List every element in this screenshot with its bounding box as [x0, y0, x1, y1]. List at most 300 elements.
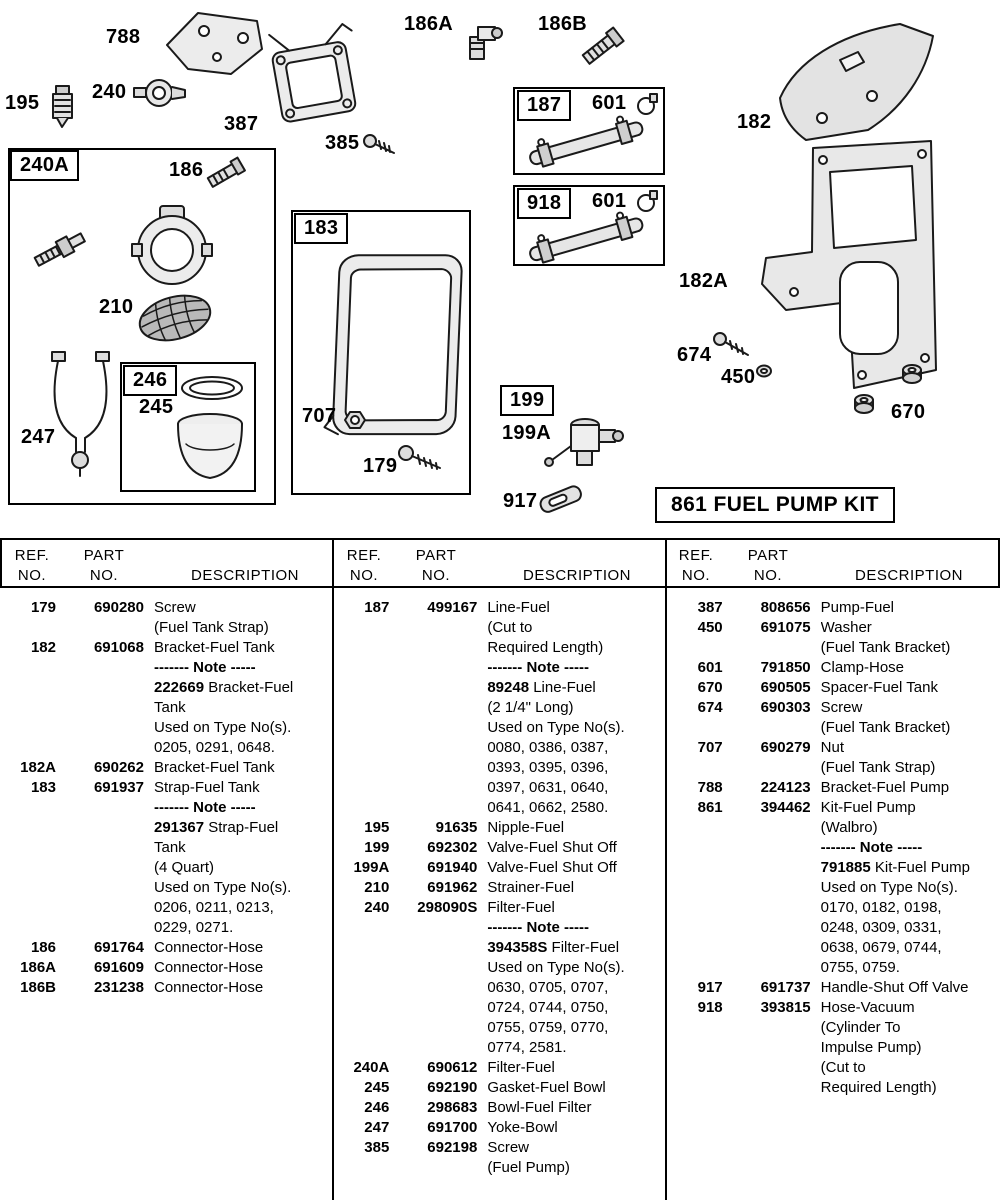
- cell-description: 0755, 0759.: [820, 959, 900, 976]
- part-row-continuation: [333, 978, 666, 998]
- cell-description: Kit-Fuel Pump: [820, 799, 916, 816]
- callout-182: 182: [737, 111, 772, 133]
- cell-description: 0774, 2581.: [487, 1039, 567, 1056]
- part-row: [333, 1118, 666, 1138]
- header-ref: REF.: [678, 547, 714, 564]
- callout-240: 240: [92, 81, 127, 103]
- cell-ref-no: 182: [30, 639, 56, 656]
- cell-ref-no: [671, 858, 723, 878]
- part-row-continuation: [0, 618, 333, 638]
- cell-part-no: [60, 798, 144, 818]
- fuel-pump-kit-label: 861 FUEL PUMP KIT: [655, 487, 895, 523]
- part-row: [667, 598, 1000, 618]
- part-handle-shut-off-valve-917: [538, 484, 583, 514]
- callout-186A: 186A: [404, 13, 454, 35]
- cell-ref-no: [4, 798, 56, 818]
- cell-ref-no: [337, 958, 389, 978]
- cell-description: 0397, 0631, 0640,: [487, 779, 609, 796]
- cell-part-no: 691764: [93, 939, 144, 956]
- cell-description: Nipple-Fuel: [487, 819, 565, 836]
- part-row: [667, 738, 1000, 758]
- part-row-continuation: [333, 1038, 666, 1058]
- cell-ref-no: [671, 898, 723, 918]
- cell-part-no: 691937: [93, 779, 144, 796]
- cell-ref-no: 182A: [20, 759, 56, 776]
- callout-387: 387: [224, 113, 259, 135]
- header-part-no: NO.: [421, 567, 451, 584]
- cell-description: (Fuel Tank Bracket): [820, 639, 951, 656]
- cell-part-no: [393, 978, 477, 998]
- callout-199A: 199A: [502, 422, 552, 444]
- callout-601-lower: 601: [592, 190, 627, 212]
- cell-part-no: [393, 718, 477, 738]
- cell-part-no: [393, 998, 477, 1018]
- cell-description: Handle-Shut Off Valve: [820, 979, 969, 996]
- cell-part-no: [393, 678, 477, 698]
- cell-ref-no: 240: [364, 899, 390, 916]
- part-row-continuation: [333, 698, 666, 718]
- part-washer-450: [757, 366, 771, 377]
- cell-ref-no: [671, 1058, 723, 1078]
- part-row: [333, 898, 666, 918]
- cell-part-no: 691068: [93, 639, 144, 656]
- part-row-continuation: [0, 718, 333, 738]
- cell-ref-no: 210: [364, 879, 390, 896]
- cell-ref-no: [4, 738, 56, 758]
- part-row: [667, 978, 1000, 998]
- part-row-continuation: [667, 958, 1000, 978]
- part-row-continuation: [333, 678, 666, 698]
- callout-245: 245: [139, 396, 174, 418]
- cell-part-no: 691962: [427, 879, 478, 896]
- cell-part-no: [393, 658, 477, 678]
- header-ref: REF.: [346, 547, 382, 564]
- cell-description: ------- Note -----: [154, 799, 256, 816]
- part-row-continuation: [333, 918, 666, 938]
- cell-part-no: [60, 658, 144, 678]
- cell-ref-no: [337, 1158, 389, 1178]
- cell-description: 0229, 0271.: [154, 919, 234, 936]
- part-row: [0, 638, 333, 658]
- part-row-continuation: [667, 638, 1000, 658]
- part-row: [0, 938, 333, 958]
- cell-ref-no: 450: [697, 619, 723, 636]
- part-row-continuation: [0, 918, 333, 938]
- cell-ref-no: [4, 918, 56, 938]
- cell-ref-no: 385: [364, 1139, 390, 1156]
- cell-ref-no: [671, 1018, 723, 1038]
- table-header: [0, 540, 1000, 588]
- cell-description: Impulse Pump): [820, 1039, 922, 1056]
- cell-part-no: [727, 758, 811, 778]
- cell-description: 0205, 0291, 0648.: [154, 739, 275, 756]
- cell-description: 0080, 0386, 0387,: [487, 739, 609, 756]
- cell-part-no: [393, 1018, 477, 1038]
- cell-part-no: [393, 1038, 477, 1058]
- cell-description: Connector-Hose: [154, 959, 264, 976]
- cell-ref-no: [671, 1078, 723, 1098]
- cell-ref-no: 674: [697, 699, 723, 716]
- cell-part-no: [393, 938, 477, 958]
- header-part-no: NO.: [89, 567, 119, 584]
- header-description: DESCRIPTION: [522, 567, 631, 584]
- cell-description: (Cylinder To: [820, 1019, 901, 1036]
- cell-description: Used on Type No(s).: [154, 879, 292, 896]
- cell-description: 0170, 0182, 0198,: [820, 899, 942, 916]
- header-description: DESCRIPTION: [854, 567, 963, 584]
- cell-description: Bracket-Fuel Tank: [154, 639, 275, 656]
- part-bracket-fuel-tank-182A: [762, 141, 936, 388]
- part-screw-fuel-pump-385: [364, 135, 394, 153]
- cell-description: Required Length): [820, 1079, 937, 1096]
- cell-ref-no: [337, 778, 389, 798]
- header-part: PART: [747, 547, 789, 564]
- part-row-continuation: [333, 778, 666, 798]
- column-divider-1: [332, 540, 334, 1200]
- part-row: [333, 1138, 666, 1158]
- part-row-continuation: [0, 798, 333, 818]
- group-box-183: [291, 210, 471, 495]
- cell-ref-no: [337, 1038, 389, 1058]
- cell-description: 0724, 0744, 0750,: [487, 999, 609, 1016]
- part-row-continuation: [0, 738, 333, 758]
- header-ref-no: NO.: [17, 567, 47, 584]
- part-row: [333, 1078, 666, 1098]
- cell-part-no: [60, 678, 144, 698]
- cell-part-no: [393, 798, 477, 818]
- part-row-continuation: [333, 638, 666, 658]
- cell-description: Spacer-Fuel Tank: [820, 679, 938, 696]
- part-row-continuation: [333, 958, 666, 978]
- table-column-1: [0, 588, 333, 1178]
- column-divider-2: [665, 540, 667, 1200]
- cell-ref-no: [4, 678, 56, 698]
- cell-part-no: [727, 918, 811, 938]
- callout-246: 246: [123, 365, 177, 396]
- cell-description: Line-Fuel: [487, 599, 550, 616]
- cell-part-no: [727, 958, 811, 978]
- cell-description: Strainer-Fuel: [487, 879, 575, 896]
- callout-918: 918: [517, 188, 571, 219]
- part-row: [333, 1058, 666, 1078]
- cell-part-no: [60, 618, 144, 638]
- part-row: [0, 958, 333, 978]
- cell-part-no: [727, 1038, 811, 1058]
- cell-description: (Fuel Tank Strap): [154, 619, 269, 636]
- cell-part-no: [393, 638, 477, 658]
- part-row-continuation: [667, 898, 1000, 918]
- cell-part-no: 692302: [427, 839, 478, 856]
- cell-description: Used on Type No(s).: [487, 719, 625, 736]
- cell-description: 791885 Kit-Fuel Pump: [820, 859, 970, 876]
- part-row-continuation: [667, 758, 1000, 778]
- cell-part-no: 298683: [427, 1099, 478, 1116]
- part-row: [667, 998, 1000, 1018]
- parts-table: [0, 538, 1000, 1200]
- part-bracket-fuel-pump-788: [167, 13, 262, 74]
- cell-part-no: 791850: [760, 659, 811, 676]
- callout-670: 670: [891, 401, 926, 423]
- part-row-continuation: [667, 878, 1000, 898]
- cell-description: Screw: [154, 599, 196, 616]
- cell-ref-no: [4, 718, 56, 738]
- part-row-continuation: [667, 1018, 1000, 1038]
- cell-ref-no: 186A: [20, 959, 56, 976]
- cell-part-no: [393, 958, 477, 978]
- cell-ref-no: [671, 1038, 723, 1058]
- cell-ref-no: [4, 898, 56, 918]
- cell-ref-no: [337, 918, 389, 938]
- cell-part-no: [727, 1058, 811, 1078]
- table-body: [0, 588, 1000, 1178]
- header-ref: REF.: [14, 547, 50, 564]
- cell-ref-no: [671, 818, 723, 838]
- part-row-continuation: [0, 898, 333, 918]
- cell-ref-no: [337, 978, 389, 998]
- cell-description: ------- Note -----: [820, 839, 923, 856]
- cell-description: Filter-Fuel: [487, 899, 555, 916]
- cell-ref-no: 199A: [353, 859, 390, 876]
- part-row: [333, 818, 666, 838]
- callout-601-upper: 601: [592, 92, 627, 114]
- cell-ref-no: 195: [364, 819, 390, 836]
- cell-part-no: 393815: [760, 999, 811, 1016]
- part-row: [0, 758, 333, 778]
- part-row-continuation: [0, 678, 333, 698]
- cell-part-no: 692198: [427, 1139, 478, 1156]
- part-bracket-fuel-tank-182: [780, 24, 933, 140]
- cell-description: Screw: [487, 1139, 530, 1156]
- cell-ref-no: [671, 718, 723, 738]
- callout-199: 199: [500, 385, 554, 416]
- cell-part-no: [727, 718, 811, 738]
- part-pump-fuel-387: [268, 21, 365, 123]
- part-row-continuation: [667, 838, 1000, 858]
- cell-ref-no: 918: [697, 999, 723, 1016]
- part-row-continuation: [333, 758, 666, 778]
- cell-ref-no: [337, 718, 389, 738]
- part-row-continuation: [333, 938, 666, 958]
- cell-description: Hose-Vacuum: [820, 999, 915, 1016]
- cell-part-no: [393, 738, 477, 758]
- cell-part-no: [727, 1078, 811, 1098]
- cell-ref-no: [337, 798, 389, 818]
- cell-part-no: 691737: [760, 979, 811, 996]
- part-row-continuation: [667, 1038, 1000, 1058]
- part-row: [0, 978, 333, 998]
- cell-part-no: 690280: [93, 599, 144, 616]
- part-row: [0, 778, 333, 798]
- cell-part-no: [60, 838, 144, 858]
- cell-description: Strap-Fuel Tank: [154, 779, 260, 796]
- part-row: [333, 1098, 666, 1118]
- callout-917: 917: [503, 490, 538, 512]
- cell-part-no: [727, 818, 811, 838]
- exploded-parts-diagram: [0, 0, 1000, 538]
- cell-description: Used on Type No(s).: [154, 719, 292, 736]
- cell-part-no: 691700: [427, 1119, 478, 1136]
- cell-ref-no: 601: [697, 659, 723, 676]
- part-row: [667, 698, 1000, 718]
- cell-part-no: [393, 758, 477, 778]
- part-row-continuation: [0, 818, 333, 838]
- part-row-continuation: [0, 658, 333, 678]
- cell-description: 89248 Line-Fuel: [487, 679, 596, 696]
- header-ref-no: NO.: [349, 567, 379, 584]
- header-part: PART: [83, 547, 125, 564]
- part-row-continuation: [0, 838, 333, 858]
- cell-description: Bracket-Fuel Tank: [154, 759, 275, 776]
- cell-description: 0630, 0705, 0707,: [487, 979, 609, 996]
- cell-part-no: 690612: [427, 1059, 478, 1076]
- cell-part-no: 691075: [760, 619, 811, 636]
- part-valve-fuel-shut-off-199A: [545, 419, 623, 466]
- callout-187: 187: [517, 90, 571, 121]
- cell-ref-no: [337, 678, 389, 698]
- cell-description: Connector-Hose: [154, 979, 264, 996]
- cell-description: (2 1/4" Long): [487, 699, 574, 716]
- cell-ref-no: [4, 838, 56, 858]
- cell-description: Nut: [820, 739, 844, 756]
- cell-ref-no: [337, 658, 389, 678]
- cell-ref-no: 245: [364, 1079, 390, 1096]
- cell-description: Clamp-Hose: [820, 659, 905, 676]
- part-filter-fuel-240: [134, 80, 185, 106]
- cell-part-no: 231238: [93, 979, 144, 996]
- cell-description: ------- Note -----: [487, 659, 589, 676]
- part-row: [667, 798, 1000, 818]
- part-row-continuation: [0, 878, 333, 898]
- cell-description: Valve-Fuel Shut Off: [487, 859, 617, 876]
- part-connector-hose-186A: [470, 27, 502, 59]
- cell-ref-no: [4, 878, 56, 898]
- cell-ref-no: [4, 818, 56, 838]
- cell-description: Tank: [154, 839, 186, 856]
- table-header-col-3: [666, 546, 998, 586]
- callout-385: 385: [325, 132, 360, 154]
- cell-ref-no: 670: [697, 679, 723, 696]
- cell-description: 0755, 0759, 0770,: [487, 1019, 609, 1036]
- cell-part-no: [727, 838, 811, 858]
- cell-description: 291367 Strap-Fuel: [154, 819, 279, 836]
- cell-description: (Fuel Tank Bracket): [820, 719, 951, 736]
- cell-description: (Fuel Tank Strap): [820, 759, 936, 776]
- cell-description: Screw: [820, 699, 863, 716]
- cell-ref-no: 788: [697, 779, 723, 796]
- cell-part-no: [727, 638, 811, 658]
- part-row: [333, 878, 666, 898]
- cell-part-no: [393, 778, 477, 798]
- cell-ref-no: [337, 738, 389, 758]
- part-connector-hose-186B: [581, 28, 624, 67]
- part-row-continuation: [333, 998, 666, 1018]
- cell-ref-no: 861: [697, 799, 723, 816]
- cell-description: 0206, 0211, 0213,: [154, 899, 274, 916]
- cell-ref-no: 387: [697, 599, 723, 616]
- cell-ref-no: 183: [30, 779, 56, 796]
- cell-description: Valve-Fuel Shut Off: [487, 839, 617, 856]
- cell-ref-no: [671, 958, 723, 978]
- cell-description: Yoke-Bowl: [487, 1119, 558, 1136]
- cell-part-no: [727, 898, 811, 918]
- cell-ref-no: 707: [697, 739, 723, 756]
- table-column-2: [333, 588, 666, 1178]
- part-row: [333, 598, 666, 618]
- cell-part-no: 91635: [435, 819, 478, 836]
- part-row-continuation: [667, 1058, 1000, 1078]
- cell-description: (Cut to: [487, 619, 533, 636]
- cell-part-no: 690262: [93, 759, 144, 776]
- cell-part-no: [393, 1158, 477, 1178]
- cell-ref-no: [671, 878, 723, 898]
- cell-part-no: [60, 698, 144, 718]
- cell-part-no: [727, 878, 811, 898]
- callout-182A: 182A: [679, 270, 729, 292]
- cell-part-no: [727, 938, 811, 958]
- cell-description: 0638, 0679, 0744,: [820, 939, 942, 956]
- part-row-continuation: [667, 1078, 1000, 1098]
- cell-description: (Cut to: [820, 1059, 866, 1076]
- cell-ref-no: 199: [364, 839, 390, 856]
- cell-ref-no: [337, 758, 389, 778]
- callout-450: 450: [721, 366, 756, 388]
- cell-part-no: 692190: [427, 1079, 478, 1096]
- cell-description: (Walbro): [820, 819, 878, 836]
- cell-description: Tank: [154, 699, 186, 716]
- cell-part-no: [393, 918, 477, 938]
- callout-186: 186: [169, 159, 204, 181]
- callout-674: 674: [677, 344, 712, 366]
- cell-part-no: 224123: [760, 779, 811, 796]
- cell-ref-no: 246: [364, 1099, 390, 1116]
- cell-part-no: 691940: [427, 859, 478, 876]
- cell-part-no: [60, 918, 144, 938]
- cell-description: Used on Type No(s).: [487, 959, 625, 976]
- cell-part-no: 690303: [760, 699, 811, 716]
- cell-description: 394358S Filter-Fuel: [487, 939, 620, 956]
- cell-part-no: 690279: [760, 739, 811, 756]
- callout-240A: 240A: [10, 150, 79, 181]
- part-row-continuation: [333, 798, 666, 818]
- cell-description: (4 Quart): [154, 859, 215, 876]
- cell-part-no: [727, 858, 811, 878]
- cell-ref-no: [671, 638, 723, 658]
- table-header-col-1: [2, 546, 334, 586]
- cell-description: Gasket-Fuel Bowl: [487, 1079, 606, 1096]
- part-row-continuation: [0, 858, 333, 878]
- cell-ref-no: [4, 658, 56, 678]
- cell-ref-no: [337, 938, 389, 958]
- cell-ref-no: [671, 758, 723, 778]
- part-row-continuation: [333, 618, 666, 638]
- callout-788: 788: [106, 26, 141, 48]
- callout-707: 707: [302, 405, 337, 427]
- part-row: [667, 618, 1000, 638]
- cell-part-no: [393, 698, 477, 718]
- part-row-continuation: [667, 918, 1000, 938]
- table-column-3: [667, 588, 1000, 1178]
- cell-ref-no: 179: [30, 599, 56, 616]
- part-row: [667, 658, 1000, 678]
- cell-ref-no: 187: [364, 599, 390, 616]
- cell-description: Filter-Fuel: [487, 1059, 555, 1076]
- header-description: DESCRIPTION: [190, 567, 299, 584]
- part-row-continuation: [333, 658, 666, 678]
- cell-part-no: [60, 818, 144, 838]
- cell-ref-no: [4, 698, 56, 718]
- part-row-continuation: [667, 718, 1000, 738]
- cell-ref-no: 240A: [353, 1059, 390, 1076]
